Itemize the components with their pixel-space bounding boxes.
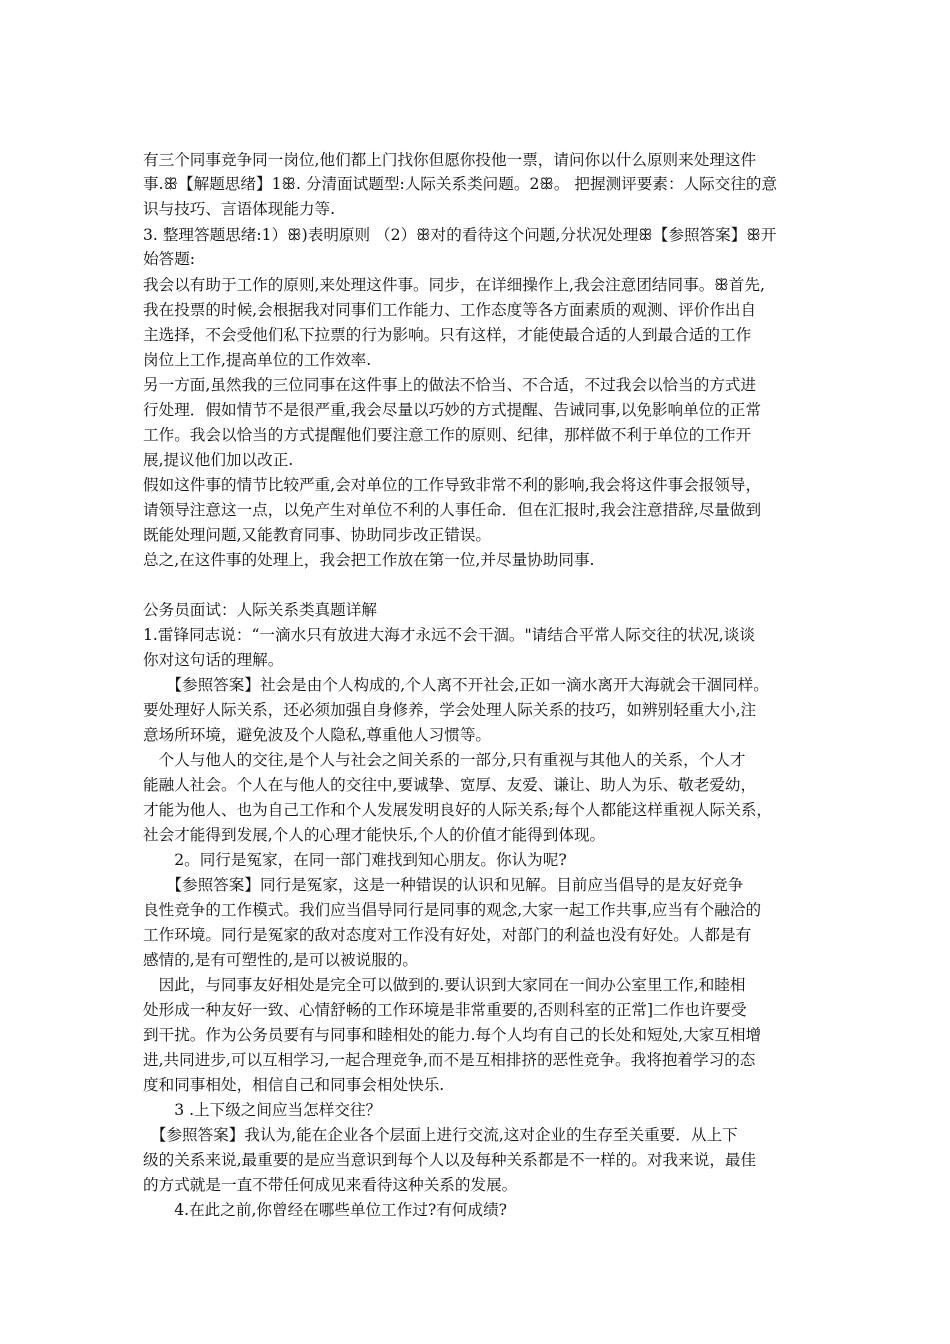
text-line: 另一方面,虽然我的三位同事在这件事上的做法不恰当、不合适，不过我会以恰当的方式进 (143, 376, 757, 394)
text-line: 有三个同事竞争同一岗位,他们都上门找你但愿你投他一票，请问你以什么原则来处理这件 (143, 151, 757, 169)
text-line: 3. 整理答题思绪:1）ꕥ)表明原则 （2）ꕥ对的看待这个问题,分状况处理ꕥ【参照答案】ꕥ开 (143, 226, 777, 244)
text-line: 个人与他人的交往,是个人与社会之间关系的一部分,只有重视与其他人的关系，个人才 (143, 751, 746, 769)
text-line: 【参照答案】同行是冤家，这是一种错误的认识和见解。目前应当倡导的是友好竞争 (143, 876, 744, 894)
text-line: 始答题: (143, 250, 196, 268)
text-line: 我在投票的时候,会根据我对同事们工作能力、工作态度等各方面素质的观测、评价作出自 (143, 301, 757, 319)
text-line: 【参照答案】社会是由个人构成的,个人离不开社会,正如一滴水离开大海就会干涸同样。 (143, 676, 769, 694)
text-line: 主选择，不会受他们私下拉票的行为影响。只有这样，才能使最合适的人到最合适的工作 (143, 326, 752, 344)
text-line: 的方式就是一直不带任何成见来看待这种关系的发展。 (143, 1176, 518, 1194)
text-line: 1.雷锋同志说：“一滴水只有放进大海才永远不会干涸。"请结合平常人际交往的状况,谈谈 (143, 626, 755, 644)
text-line: 要处理好人际关系，还必须加强自身修养，学会处理人际关系的技巧，如辨别轻重大小,注 (143, 701, 757, 719)
text-line: 我会以有助于工作的原则,来处理这件事。同步，在详细操作上,我会注意团结同事。ꕥ首先, (143, 276, 765, 294)
section-title: 公务员面试：人际关系类真题详解 (143, 601, 377, 619)
text-line: 你对这句话的理解。 (143, 651, 284, 669)
text-line: 度和同事相处，相信自己和同事会相处快乐. (143, 1076, 445, 1094)
text-line: 感情的,是有可塑性的,是可以被说服的。 (143, 951, 419, 969)
text-line: 因此，与同事友好相处是完全可以做到的.要认识到大家同在一间办公室里工作,和睦相 (143, 976, 746, 994)
text-line: 级的关系来说,最重要的是应当意识到每个人以及每种关系都是不一样的。对我来说，最佳 (143, 1151, 757, 1169)
text-line: 识与技巧、言语体现能力等. (143, 200, 336, 218)
text-line: 进,共同进步,可以互相学习,一起合理竞争,而不是互相排挤的恶性竞争。我将抱着学习的态 (143, 1051, 756, 1069)
text-line: 请领导注意这一点，以免产生对单位不利的人事任命．但在汇报时,我会注意措辞,尽量做到 (143, 501, 762, 519)
text-line: 能融人社会。个人在与他人的交往中,要诚挚、宽厚、友爱、谦让、助人为乐、敬老爱幼， (143, 776, 757, 794)
text-line: 岗位上工作,提高单位的工作效率. (143, 351, 372, 369)
text-line: 工作。我会以恰当的方式提醒他们要注意工作的原则、纪律，那样做不利于单位的工作开 (143, 426, 752, 444)
text-line: 事.ꕥ【解题思绪】1ꕥ. 分清面试题型:人际关系类问题。2ꕥ。 把握测评要素：人际交往的意 (143, 175, 778, 193)
text-line: 既能处理问题,又能教育同事、协助同步改正错误。 (143, 526, 492, 544)
text-line: 3 .上下级之间应当怎样交往？ (143, 1101, 382, 1119)
text-line: 【参照答案】我认为,能在企业各个层面上进行交流,这对企业的生存至关重要．从上下 (143, 1126, 738, 1144)
text-line: 2。同行是冤家，在同一部门难找到知心朋友。你认为呢? (143, 851, 567, 869)
text-line: 4.在此之前,你曾经在哪些单位工作过?有何成绩? (143, 1201, 508, 1219)
text-line: 社会才能得到发展,个人的心理才能快乐,个人的价值才能得到体现。 (143, 826, 606, 844)
text-line: 意场所环境，避免波及个人隐私,尊重他人习惯等。 (143, 726, 492, 744)
text-line: 才能为他人、也为自己工作和个人发展发明良好的人际关系;每个人都能这样重视人际关系， (143, 801, 773, 819)
text-line: 假如这件事的情节比较严重,会对单位的工作导致非常不利的影响,我会将这件事会报领导， (143, 476, 762, 494)
text-line: 良性竞争的工作模式。我们应当倡导同行是同事的观念,大家一起工作共事,应当有个融洽的 (143, 901, 762, 919)
text-line: 处形成一种友好一致、心情舒畅的工作环境是非常重要的,否则科室的正常]二作也许要受 (143, 1001, 747, 1019)
text-line: 到干扰。作为公务员要有与同事和睦相处的能力.每个人均有自己的长处和短处,大家互相增 (143, 1026, 762, 1044)
text-line: 总之,在这件事的处理上，我会把工作放在第一位,并尽量协助同事. (143, 551, 595, 569)
text-line: 工作环境。同行是冤家的敌对态度对工作没有好处，对部门的利益也没有好处。人都是有 (143, 926, 752, 944)
text-line: 行处理．假如情节不是很严重,我会尽量以巧妙的方式提醒、告诫同事,以免影响单位的正常 (143, 401, 762, 419)
text-line: 展,提议他们加以改正. (143, 451, 294, 469)
